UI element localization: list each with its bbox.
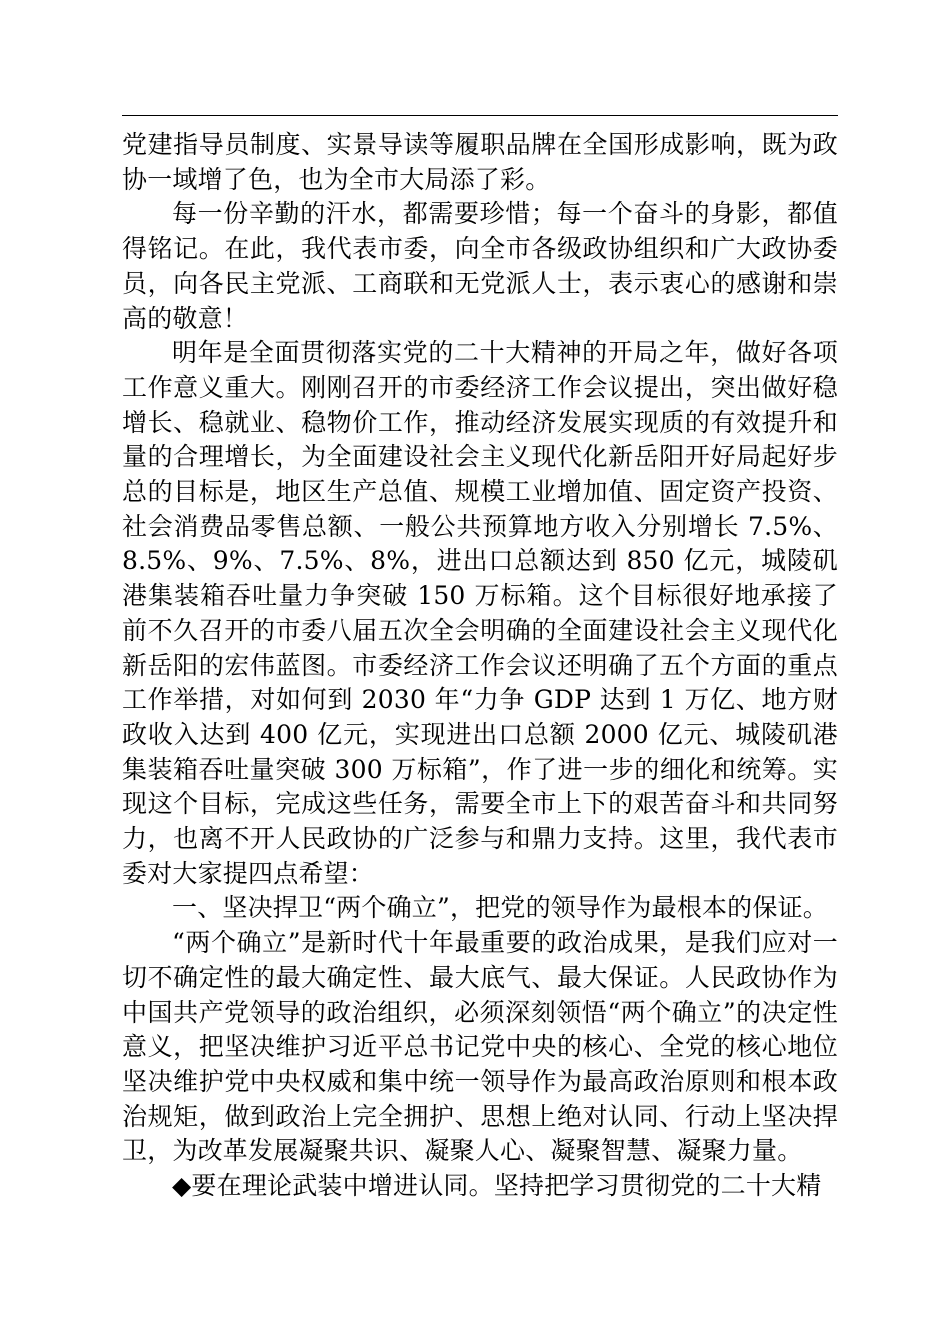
paragraph-two-establishments: “两个确立”是新时代十年最重要的政治成果，是我们应对一切不确定性的最大确定性、最大底气、最大保证。人民政协作为中国共产党领导的政治组织，必须深刻领悟“两个确立”的决定性意义，把坚决维护习近平总书记党中央的核心、全党的核心地位坚决维护党中央权威和集中统一领导作为最高政治原则和根本政治规矩，做到政治上完全拥护、思想上绝对认同、行动上坚决捍卫，为改革发展凝聚共识、凝聚人心、凝聚智慧、凝聚力量。 [122, 928, 838, 1166]
body-text [122, 128, 838, 1204]
paragraph-theory-study: ◆要在理论武装中增进认同。坚持把学习贯彻党的二十大精 [172, 1171, 822, 1201]
paragraph-continued: 党建指导员制度、实景导读等履职品牌在全国形成影响，既为政协一域增了色，也为全市大局添了彩。 [122, 130, 838, 194]
section-heading-one: 一、坚决捍卫“两个确立”，把党的领导作为最根本的保证。 [172, 893, 828, 923]
paragraph-thanks: 每一份辛勤的汗水，都需要珍惜；每一个奋斗的身影，都值得铭记。在此，我代表市委，向全市各级政协组织和广大政协委员，向各民主党派、工商联和无党派人士，表示衷心的感谢和崇高的敬意！ [122, 199, 838, 333]
header-rule [122, 115, 838, 116]
paragraph-goals: 明年是全面贯彻落实党的二十大精神的开局之年，做好各项工作意义重大。刚刚召开的市委经济工作会议提出，突出做好稳增长、稳就业、稳物价工作，推动经济发展实现质的有效提升和量的合理增长，为全面建设社会主义现代化新岳阳开好局起好步总的目标是，地区生产总值、规模工业增加值、固定资产投资、社会消费品零售总额、一般公共预算地方收入分别增长 7.5%、8.5%、9%、7.5%、8%，进出口总额达到 850 亿元，城陵矶港集装箱吞吐量力争突破 150 万标箱。这个目标很好地承接了前不久召开的市委八届五次全会明确的全面建设社会主义现代化新岳阳的宏伟蓝图。市委经济工作会议还明确了五个方面的重点工作举措，对如何到 2030 年“力争 GDP 达到 1 万亿、地方财政收入达到 400 亿元，实现进出口总额 2000 亿元、城陵矶港集装箱吞吐量突破 300 万标箱”，作了进一步的细化和统筹。实现这个目标，完成这些任务，需要全市上下的艰苦奋斗和共同努力，也离不开人民政协的广泛参与和鼎力支持。这里，我代表市委对大家提四点希望： [122, 338, 838, 888]
